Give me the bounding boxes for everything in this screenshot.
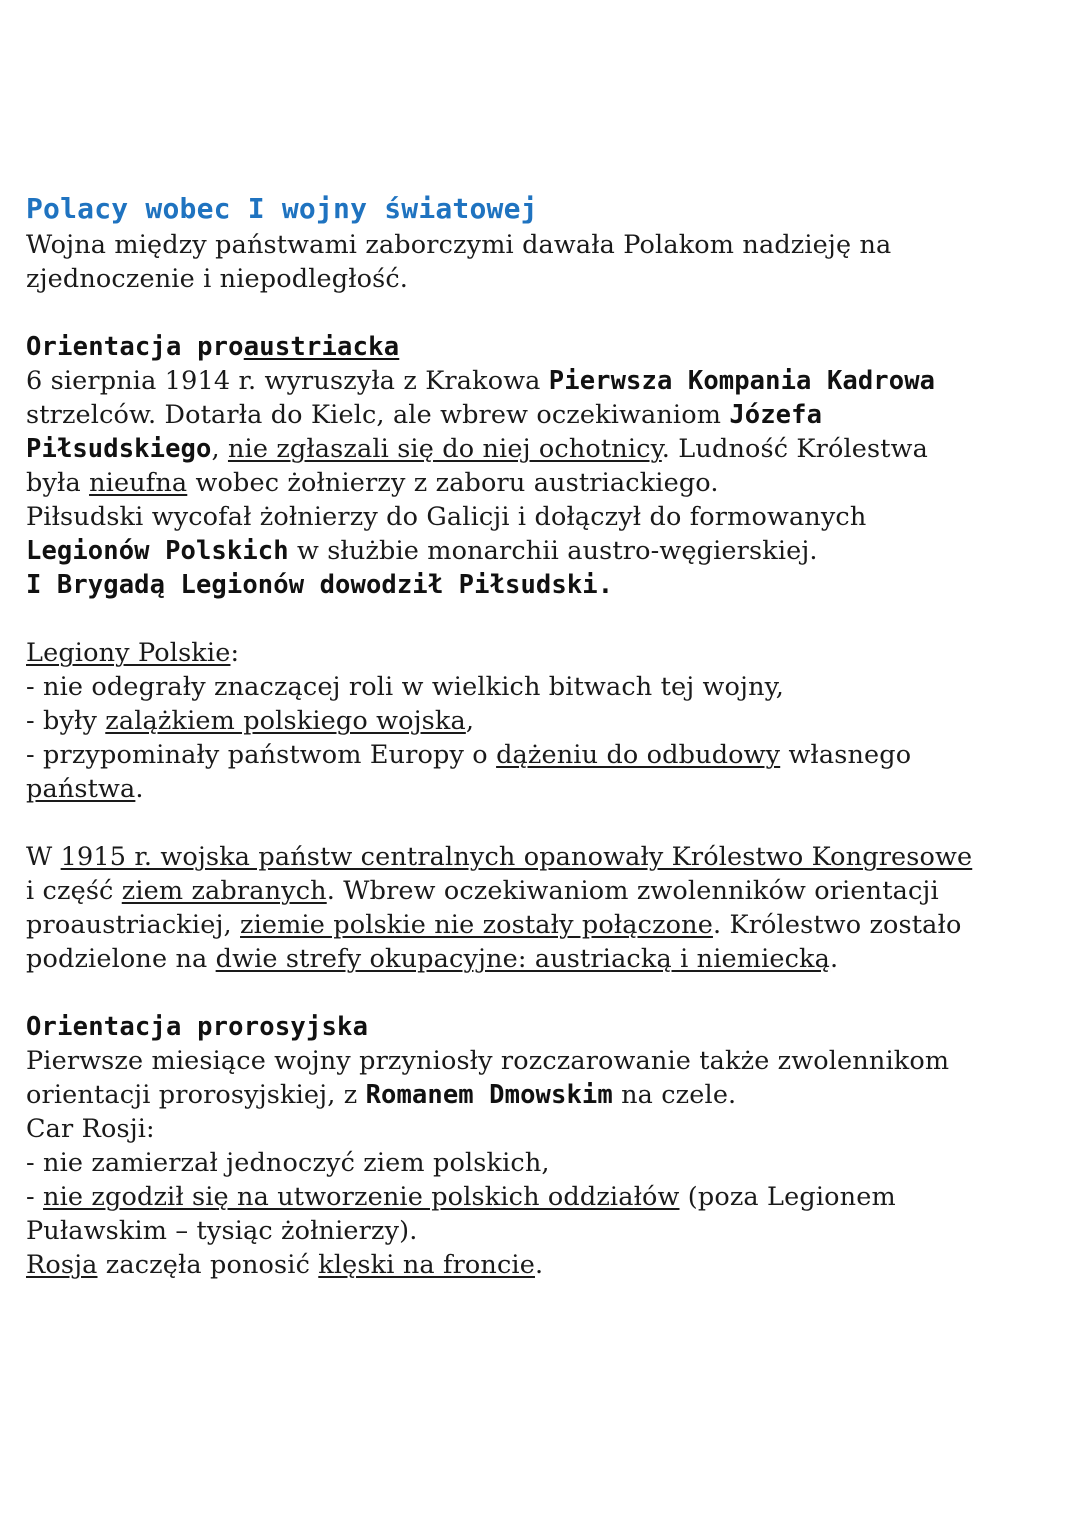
prorussian-paragraph: Pierwsze miesiące wojny przyniosły rozczarowanie także zwolennikom orientacji prorosyjskiej, z Romanem Dmowskim na czele. Car Rosji: - nie zamierzał jednoczyć ziem polskich, - nie zgodził się na utworzenie polskich oddziałów (poza Legionem Puławskim – tysiąc żołnierzy). Rosja zaczęła ponosić klęski na froncie. [26,1046,950,1280]
section-heading-prorussian: Orientacja prorosyjska [26,1012,369,1042]
intro-paragraph: Wojna między państwami zaborczymi dawała Polakom nadzieję na zjednoczenie i niepodległość. [26,230,892,294]
spacer [26,976,1066,1010]
list-item: - nie zamierzał jednoczyć ziem polskich, [26,1148,550,1178]
list-item: - nie odegrały znaczącej roli w wielkich bitwach tej wojny, [26,672,785,702]
occupation-paragraph: W 1915 r. wojska państw centralnych opanowały Królestwo Kongresowe i część ziem zabranych. Wbrew oczekiwaniom zwolenników orientacji proaustriackiej, ziemie polskie nie zostały połączone. Królestwo zostało podzielone na dwie strefy okupacyjne: austriacką i niemiecką. [26,842,973,974]
spacer [26,296,1066,330]
kadrowa-paragraph: 6 sierpnia 1914 r. wyruszyła z Krakowa Pierwsza Kompania Kadrowa strzelców. Dotarła do Kielc, ale wbrew oczekiwaniom Józefa Piłsudskiego, nie zgłaszali się do niej ochotnicy. Ludność Królestwa była nieufna wobec żołnierzy z zaboru austriackiego. Piłsudski wycofał żołnierzy do Galicji i dołączył do formowanych Legionów Polskich w służbie monarchii austro-węgierskiej. I Brygadą Legionów dowodził Piłsudski. [26,366,936,600]
legions-paragraph: Legiony Polskie: - nie odegrały znaczącej roli w wielkich bitwach tej wojny, - były zalążkiem polskiego wojska, - przypominały państwom Europy o dążeniu do odbudowy własnego państwa. [26,638,912,804]
spacer [26,806,1066,840]
document-content [26,190,1066,1282]
section-heading-proaustrian: Orientacja proaustriacka [26,332,400,362]
spacer [26,602,1066,636]
page-title: Polacy wobec I wojny światowej [26,192,538,225]
